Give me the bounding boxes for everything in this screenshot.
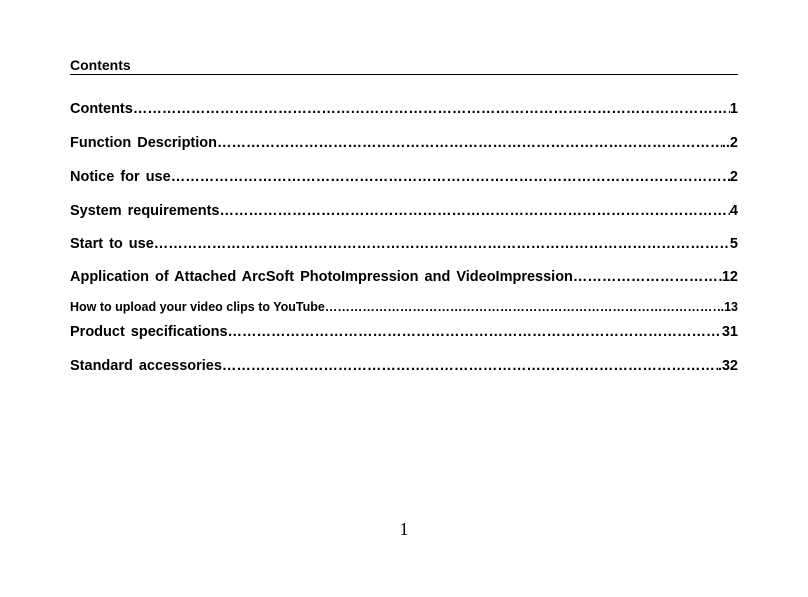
toc-entry-title: Notice for use xyxy=(70,169,171,185)
toc-entry-page: 5 xyxy=(729,236,738,252)
toc-leader-dots xyxy=(219,203,729,219)
toc-leader-dots xyxy=(573,269,722,285)
toc-entry-title: Function Description xyxy=(70,135,217,151)
toc-entry-page: .32 xyxy=(717,358,738,374)
toc-leader-dots xyxy=(228,324,722,340)
toc-entry-title: How to upload your video clips to YouTube xyxy=(70,300,325,314)
toc-entry-title: Application of Attached ArcSoft PhotoImpression and VideoImpression xyxy=(70,269,573,285)
toc-entry-title: Product specifications xyxy=(70,324,228,340)
toc-leader-dots xyxy=(325,300,717,314)
toc-entry-page: 31 xyxy=(721,324,738,340)
toc-entry-title: System requirements xyxy=(70,203,220,219)
toc-leader-dots xyxy=(217,135,722,151)
toc-entry[interactable] xyxy=(70,269,738,285)
toc-entry-title: Contents xyxy=(70,101,133,117)
toc-entry-page: 2 xyxy=(729,169,738,185)
toc-entry[interactable] xyxy=(70,236,738,252)
toc-entry[interactable] xyxy=(70,324,738,340)
toc-leader-dots xyxy=(171,169,730,185)
toc-entry[interactable] xyxy=(70,300,738,314)
toc-entry-title: Standard accessories xyxy=(70,358,222,374)
toc-entry[interactable] xyxy=(70,203,738,219)
header-title: Contents xyxy=(70,57,131,73)
toc-leader-dots xyxy=(133,101,730,117)
toc-entry[interactable] xyxy=(70,101,738,117)
toc-entry-page: ..2 xyxy=(721,135,738,151)
toc-leader-dots xyxy=(222,358,718,374)
page-number: 1 xyxy=(399,519,409,539)
page-header xyxy=(70,56,738,75)
toc-entry-title: Start to use xyxy=(70,236,154,252)
toc-entry-page: 1 xyxy=(729,101,738,117)
toc-entry-page: 4 xyxy=(729,203,738,219)
toc-entry-page: ..13 xyxy=(717,300,738,314)
toc-entry[interactable] xyxy=(70,135,738,151)
toc-entry[interactable] xyxy=(70,169,738,185)
toc-leader-dots xyxy=(154,236,730,252)
toc-entry[interactable] xyxy=(70,358,738,374)
toc-entry-page: 12 xyxy=(721,269,738,285)
